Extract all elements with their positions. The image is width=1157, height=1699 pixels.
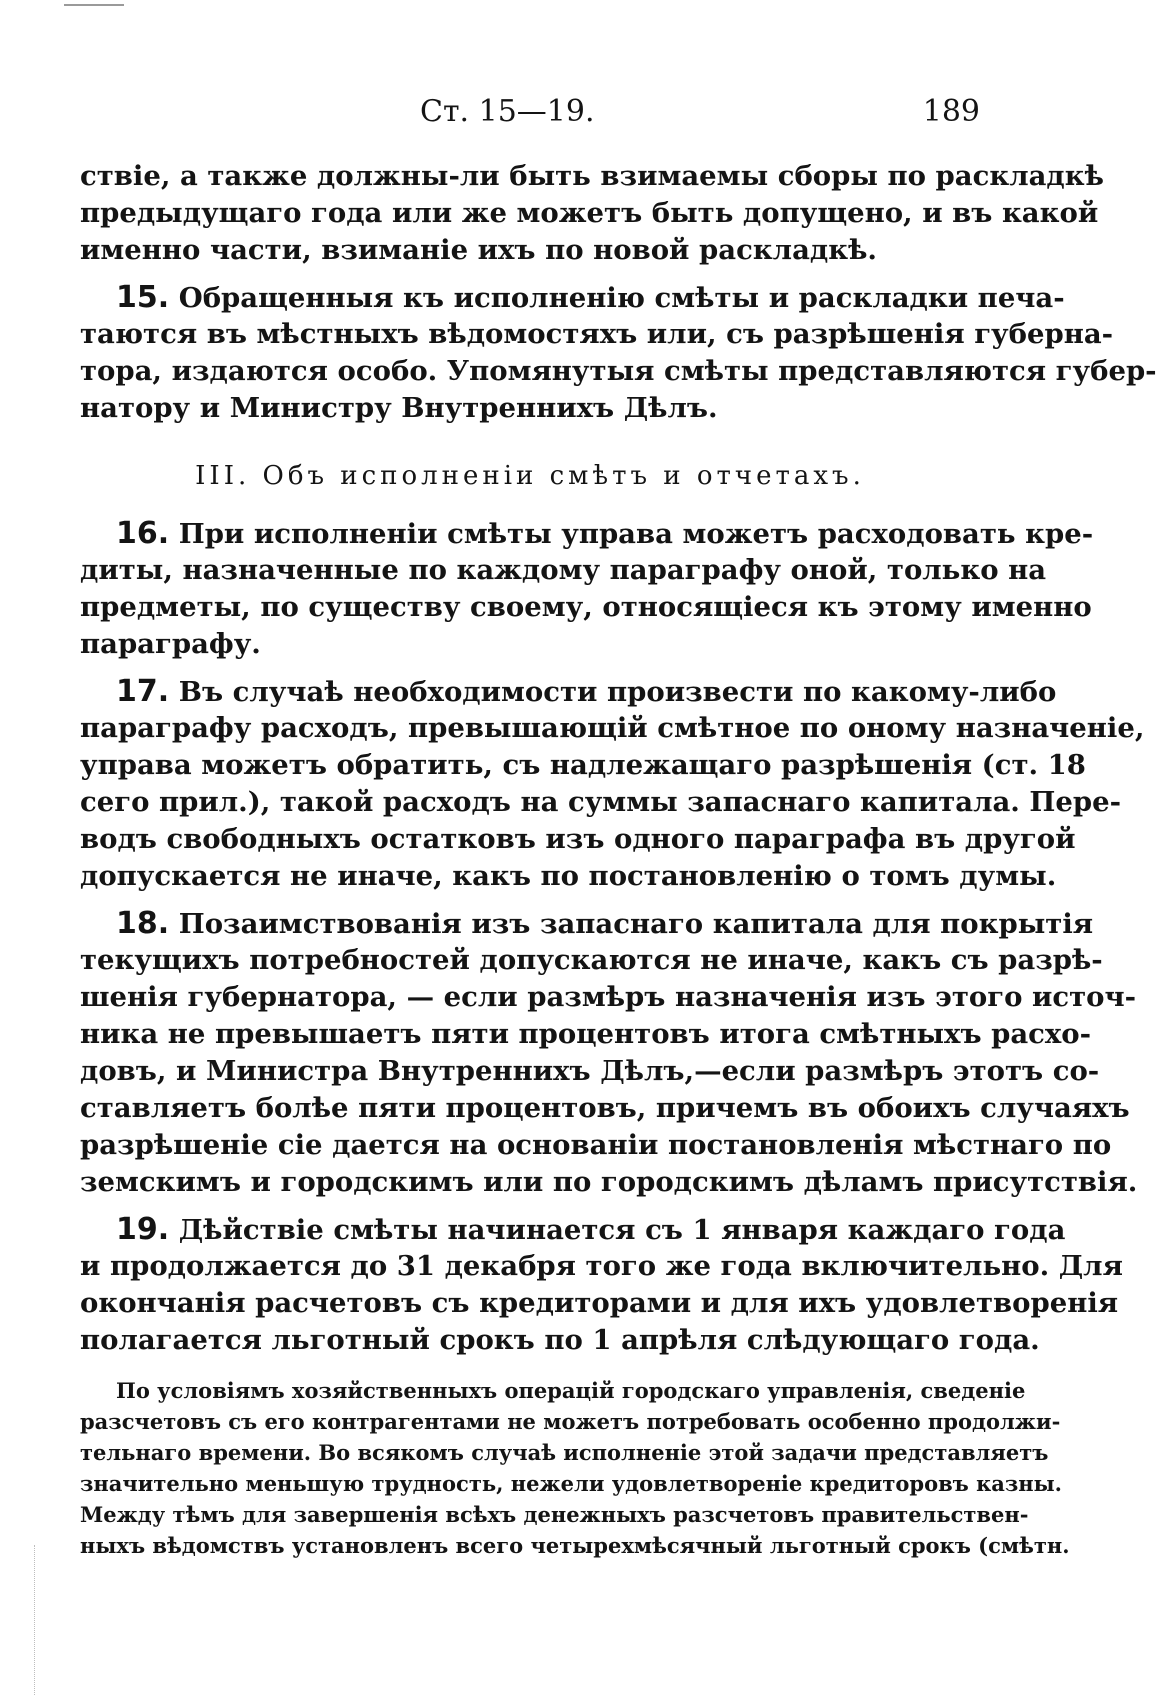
text-line: [80, 515, 1094, 552]
text-line: предыдущаго года или же можетъ быть допущено, и въ какой: [80, 197, 1099, 229]
note-line: тельнаго времени. Во всякомъ случаѣ исполненіе этой задачи представляетъ: [80, 1440, 1049, 1465]
text-line: [80, 1211, 1066, 1248]
scan-mark: [64, 4, 124, 8]
text-line: водъ свободныхъ остатковъ изъ одного параграфа въ другой: [80, 823, 1076, 855]
text-line: [80, 673, 1057, 710]
text-line: разрѣшеніе сіе дается на основаніи постановленія мѣстнаго по: [80, 1129, 1112, 1161]
text-span: Въ случаѣ необходимости произвести по какому-либо: [178, 676, 1057, 708]
text-line: шенія губернатора, — если размѣръ назначенія изъ этого источ-: [80, 981, 1137, 1013]
text-span: Дѣйствіе смѣты начинается съ 1 января каждаго года: [178, 1214, 1066, 1246]
text-line: окончанія расчетовъ съ кредиторами и для ихъ удовлетворенія: [80, 1287, 1119, 1319]
note-line: разсчетовъ съ его контрагентами не можетъ потребовать особенно продолжи-: [80, 1409, 1061, 1434]
running-header: [80, 92, 980, 132]
text-line: сего прил.), такой расходъ на суммы запаснаго капитала. Пере-: [80, 786, 1122, 818]
article-number: 19.: [116, 1212, 170, 1247]
text-line: ника не превышаетъ пяти процентовъ итога смѣтныхъ расхо-: [80, 1018, 1092, 1050]
text-span: Обращенныя къ исполненію смѣты и раскладки печа-: [178, 282, 1065, 314]
article-number: 16.: [116, 516, 170, 551]
text-line: довъ, и Министра Внутреннихъ Дѣлъ,—если размѣръ этотъ со-: [80, 1055, 1100, 1087]
text-line: земскимъ и городскимъ или по городскимъ дѣламъ присутствія.: [80, 1166, 1138, 1198]
text-line: параграфу расходъ, превышающій смѣтное по оному назначеніе,: [80, 712, 1145, 744]
text-line: текущихъ потребностей допускаются не иначе, какъ съ разрѣ-: [80, 944, 1103, 976]
text-line: полагается льготный срокъ по 1 апрѣля слѣдующаго года.: [80, 1324, 1040, 1356]
text-line: предметы, по существу своему, относящіеся къ этому именно: [80, 591, 1092, 623]
scan-margin-marks: [34, 1545, 43, 1695]
text-line: [80, 279, 1065, 316]
article-number: 15.: [116, 280, 170, 315]
header-title: Ст. 15—19.: [420, 94, 595, 129]
article-number: 17.: [116, 674, 170, 709]
page-body: [80, 158, 1157, 1561]
article-19: [80, 1211, 1123, 1359]
text-line: и продолжается до 31 декабря того же года включительно. Для: [80, 1250, 1123, 1282]
text-line: диты, назначенные по каждому параграфу оной, только на: [80, 554, 1047, 586]
text-line: ставляетъ болѣе пяти процентовъ, причемъ въ обоихъ случаяхъ: [80, 1092, 1130, 1124]
text-line: именно части, взиманіе ихъ по новой раскладкѣ.: [80, 234, 877, 266]
section-heading: III. Объ исполненіи смѣтъ и отчетахъ.: [195, 461, 865, 491]
note-line: значительно меньшую трудность, нежели удовлетвореніе кредиторовъ казны.: [80, 1471, 1062, 1496]
text-line: параграфу.: [80, 628, 261, 660]
footnote-commentary: [80, 1375, 1070, 1561]
note-line: По условіямъ хозяйственныхъ операцій городскаго управленія, сведеніе: [116, 1378, 1026, 1403]
text-line: [80, 905, 1094, 942]
article-18: [80, 905, 1138, 1201]
intro-paragraph: [80, 158, 1104, 269]
article-15: [80, 279, 1157, 427]
text-span: При исполненіи смѣты управа можетъ расходовать кре-: [178, 518, 1094, 550]
page-number: 189: [922, 94, 980, 129]
text-line: ствіе, а также должны-ли быть взимаемы сборы по раскладкѣ: [80, 160, 1104, 192]
article-number: 18.: [116, 906, 170, 941]
text-line: тора, издаются особо. Упомянутыя смѣты представляются губер-: [80, 355, 1157, 387]
note-line: Между тѣмъ для завершенія всѣхъ денежныхъ разсчетовъ правительствен-: [80, 1502, 1029, 1527]
note-line: ныхъ вѣдомствъ установленъ всего четырехмѣсячный льготный срокъ (смѣтн.: [80, 1533, 1070, 1558]
text-line: допускается не иначе, какъ по постановленію о томъ думы.: [80, 860, 1057, 892]
text-line: натору и Министру Внутреннихъ Дѣлъ.: [80, 392, 718, 424]
text-line: управа можетъ обратить, съ надлежащаго разрѣшенія (ст. 18: [80, 749, 1086, 781]
text-line: таются въ мѣстныхъ вѣдомостяхъ или, съ разрѣшенія губерна-: [80, 318, 1114, 350]
article-16: [80, 515, 1094, 663]
article-17: [80, 673, 1145, 895]
text-span: Позаимствованія изъ запаснаго капитала для покрытія: [178, 908, 1094, 940]
